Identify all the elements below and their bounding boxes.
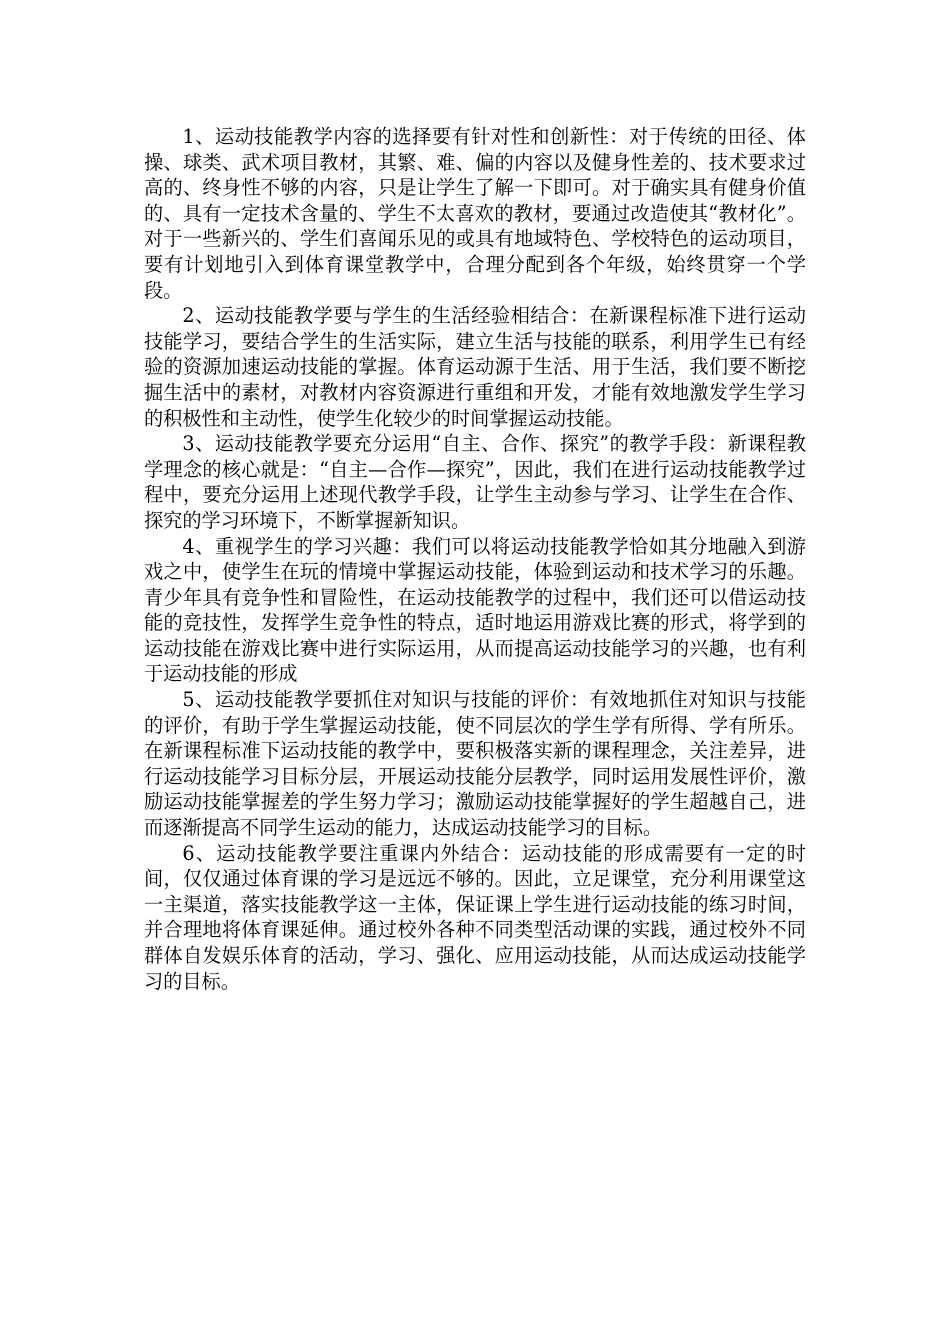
paragraph-2: 2、运动技能教学要与学生的生活经验相结合：在新课程标准下进行运动技能学习，要结合学生的生活实际，建立生活与技能的联系，利用学生已有经验的资源加速运动技能的掌握。体育运动源于生活、用于生活，我们要不断挖掘生活中的素材，对教材内容资源进行重组和开发，才能有效地激发学生学习的积极性和主动性，使学生化较少的时间掌握运动技能。 xyxy=(144,304,806,430)
paragraph-6: 6、运动技能教学要注重课内外结合：运动技能的形成需要有一定的时间，仅仅通过体育课的学习是远远不够的。因此，立足课堂，充分利用课堂这一主渠道，落实技能教学这一主体，保证课上学生进行运动技能的练习时间，并合理地将体育课延伸。通过校外各种不同类型活动课的实践，通过校外不同群体自发娱乐体育的活动，学习、强化、应用运动技能，从而达成运动技能学习的目标。 xyxy=(144,841,806,993)
paragraph-4: 4、重视学生的学习兴趣：我们可以将运动技能教学恰如其分地融入到游戏之中，使学生在玩的情境中掌握运动技能，体验到运动和技术学习的乐趣。青少年具有竞争性和冒险性，在运动技能教学的过程中，我们还可以借运动技能的竞技性，发挥学生竞争性的特点，适时地运用游戏比赛的形式，将学到的运动技能在游戏比赛中进行实际运用，从而提高运动技能学习的兴趣，也有利于运动技能的形成 xyxy=(144,534,806,686)
paragraph-5: 5、运动技能教学要抓住对知识与技能的评价：有效地抓住对知识与技能的评价，有助于学生掌握运动技能，使不同层次的学生学有所得、学有所乐。在新课程标准下运动技能的教学中，要积极落实新的课程理念，关注差异，进行运动技能学习目标分层，开展运动技能分层教学，同时运用发展性评价，激励运动技能掌握差的学生努力学习；激励运动技能掌握好的学生超越自己，进而逐渐提高不同学生运动的能力，达成运动技能学习的目标。 xyxy=(144,688,806,840)
document-page xyxy=(144,124,806,994)
paragraph-1: 1、运动技能教学内容的选择要有针对性和创新性：对于传统的田径、体操、球类、武术项目教材，其繁、难、偏的内容以及健身性差的、技术要求过高的、终身性不够的内容，只是让学生了解一下即可。对于确实具有健身价值的、具有一定技术含量的、学生不太喜欢的教材，要通过改造使其“教材化”。对于一些新兴的、学生们喜闻乐见的或具有地域特色、学校特色的运动项目，要有计划地引入到体育课堂教学中，合理分配到各个年级，始终贯穿一个学段。 xyxy=(144,125,806,302)
paragraph-3: 3、运动技能教学要充分运用“自主、合作、探究”的教学手段：新课程教学理念的核心就是：“自主—合作—探究”，因此，我们在进行运动技能教学过程中，要充分运用上述现代教学手段，让学生主动参与学习、让学生在合作、探究的学习环境下，不断掌握新知识。 xyxy=(144,432,806,532)
